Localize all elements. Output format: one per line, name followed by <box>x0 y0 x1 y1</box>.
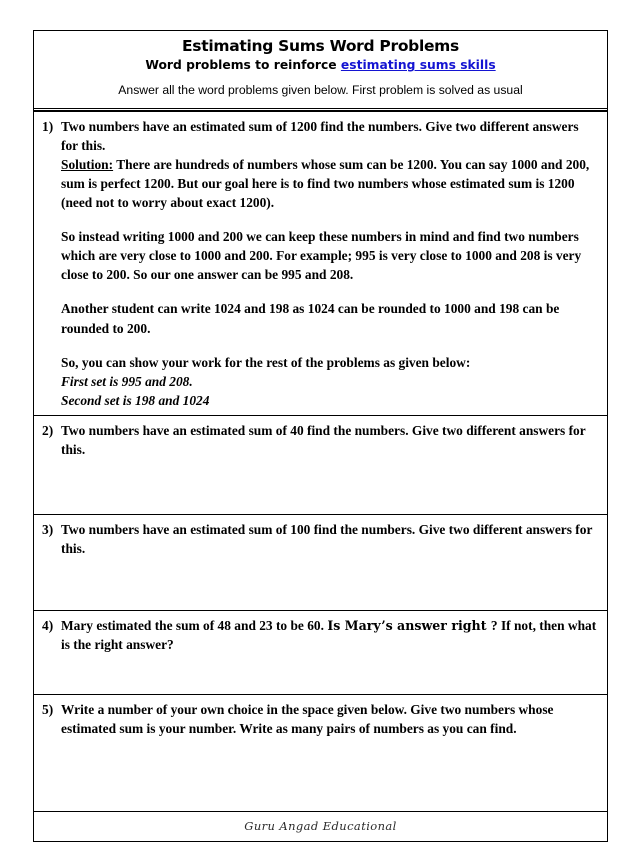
problem-5 <box>42 700 598 738</box>
problem-3-question: Two numbers have an estimated sum of 100 find the numbers. Give two different answers for this. <box>61 521 593 556</box>
problem-4-body <box>61 616 598 654</box>
problem-4-number: 4) <box>42 617 54 633</box>
problem-1 <box>42 117 598 409</box>
problem-5-number: 5) <box>42 701 54 717</box>
problem-1-body <box>61 117 598 409</box>
answer-space-5[interactable] <box>42 738 598 806</box>
problem-2-body <box>61 421 598 459</box>
problem-2 <box>42 421 598 459</box>
problem-3 <box>42 520 598 558</box>
problem-row-5 <box>34 694 607 811</box>
problem-4-emphasis-right: right <box>94 636 123 652</box>
worksheet-table <box>33 30 608 842</box>
problem-5-question: Write a number of your own choice in the space given below. Give two numbers whose estimated sum is your number. Write as many pairs of numbers as you can find. <box>61 701 554 736</box>
estimating-sums-skills-link[interactable]: estimating sums skills <box>340 58 496 73</box>
solution-paragraph-1: There are hundreds of numbers whose sum can be 1200. You can say 1000 and 200, sum is perfect 1200. But our goal here is to find two numbers whose estimated sum is 1200 (need not to worry about exact 1200). <box>61 157 590 211</box>
worksheet-instruction: Answer all the word problems given below. First problem is solved as usual <box>118 83 523 98</box>
answer-set-second: Second set is 198 and 1024 <box>61 392 210 408</box>
solution-label: Solution: <box>61 157 114 173</box>
spacer <box>61 338 598 353</box>
spacer <box>61 212 598 227</box>
problem-row-2 <box>34 415 607 514</box>
problem-5-body <box>61 700 598 738</box>
answer-set-first: First set is 995 and 208. <box>61 373 193 389</box>
problem-4-part-e: answer? <box>122 636 174 652</box>
subtitle-prefix-text: Word problems to reinforce <box>145 58 341 73</box>
problem-4-part-a: Mary estimated the sum of 48 and 23 to be 60. <box>61 617 328 633</box>
problem-4-part-b: Is Mary’s answer right <box>327 617 491 633</box>
solution-paragraph-3: Another student can write 1024 and 198 as 1024 can be rounded to 1000 and 198 can be rounded to 200. <box>61 301 560 336</box>
worksheet-subtitle <box>42 58 599 74</box>
answer-space-4[interactable] <box>42 654 598 689</box>
solution-paragraph-4: So, you can show your work for the rest of the problems as given below: <box>61 354 471 370</box>
problem-3-number: 3) <box>42 521 54 537</box>
problem-3-body <box>61 520 598 558</box>
page-title: Estimating Sums Word Problems <box>182 37 459 55</box>
footer-credit: Guru Angad Educational <box>244 818 397 833</box>
spacer <box>61 284 598 299</box>
problem-row-3 <box>34 514 607 610</box>
problem-1-question: Two numbers have an estimated sum of 1200 find the numbers. Give two different answers for this. <box>61 119 579 154</box>
answer-space-2[interactable] <box>42 459 598 509</box>
problem-row-4 <box>34 610 607 694</box>
problem-4-question <box>61 616 598 654</box>
worksheet-footer <box>34 811 607 841</box>
problem-2-question: Two numbers have an estimated sum of 40 find the numbers. Give two different answers for this. <box>61 422 586 457</box>
answer-space-3[interactable] <box>42 558 598 605</box>
problem-2-number: 2) <box>42 422 54 438</box>
problem-4-part-c: ? If not, then what is the <box>61 617 597 652</box>
worksheet-header <box>34 31 607 111</box>
solution-paragraph-2: So instead writing 1000 and 200 we can keep these numbers in mind and find two numbers which are very close to 1000 and 200. For example; 995 is very close to 1000 and 208 is very close to 200. So our one answer can be 995 and 208. <box>61 229 582 283</box>
problem-4 <box>42 616 598 654</box>
problem-1-number: 1) <box>42 119 54 135</box>
problem-1-solution-intro <box>61 155 598 212</box>
problem-row-1 <box>34 111 607 414</box>
